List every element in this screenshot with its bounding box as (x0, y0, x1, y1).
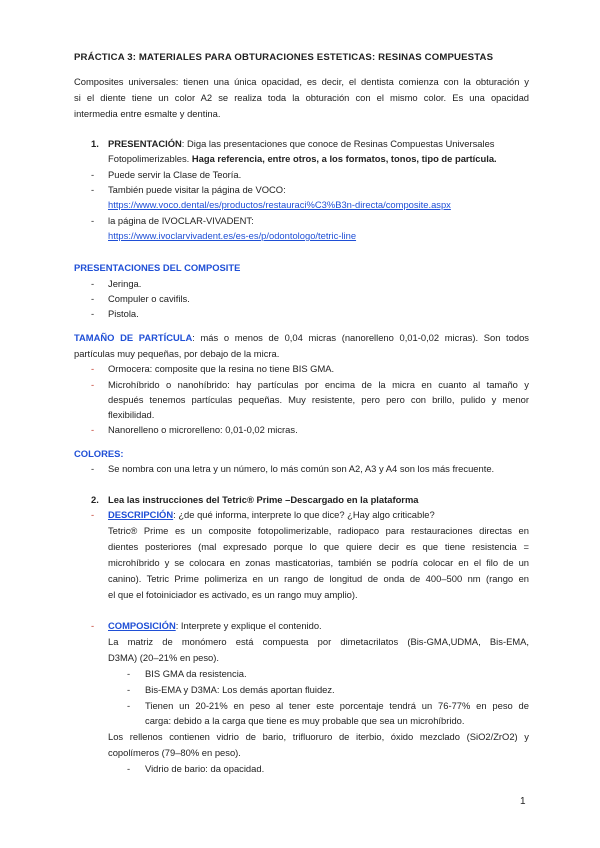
section-1-text: Fotopolimerizables. (108, 153, 192, 164)
descripcion-text-1: Tetric® Prime es un composite fotopolimerizable, radiopaco para restauraciones directas en (108, 525, 529, 536)
tamano-line-2: partículas muy pequeñas, por debajo de la micra. (74, 348, 280, 359)
composicion-text-1: La matriz de monómero está compuesta por dimetacrilatos (Bis-GMA,UDMA, Bis-EMA, (108, 636, 529, 647)
presentacion-item-1: Jeringa. (108, 278, 142, 289)
tamano-item-1: Ormocera: composite que la resina no tiene BIS GMA. (108, 363, 335, 374)
bullet-dash: - (91, 169, 95, 180)
bullet-dash: - (91, 293, 95, 304)
section-1-item-2: También puede visitar la página de VOCO: (108, 184, 286, 195)
colores-heading: COLORES: (74, 448, 124, 459)
section-1-item-3: la página de IVOCLAR-VIVADENT: (108, 215, 254, 226)
bullet-dash: - (91, 184, 95, 195)
section-1-line-2 (108, 153, 497, 165)
presentacion-label: PRESENTACIÓN (108, 138, 182, 149)
tamano-heading: TAMAÑO DE PARTÍCULA (74, 332, 193, 343)
page-number: 1 (520, 796, 526, 807)
section-1-bold-text: Haga referencia, entre otros, a los formatos, tonos, tipo de partícula. (191, 153, 497, 164)
rellenos-text-1: Los rellenos contienen vidrio de bario, trifluoruro de iterbio, óxido mezclado (SiO2/ZrO2) y (108, 731, 529, 742)
composicion-item-1: BIS GMA da resistencia. (145, 668, 247, 679)
descripcion-question: : ¿de qué informa, interprete lo que dice? ¿Hay algo criticable? (173, 509, 435, 520)
colores-item: Se nombra con una letra y un número, lo más común son A2, A3 y A4 son los más frecuente. (108, 463, 495, 474)
descripcion-text-5: el que el fotoiniciador es activado, es un rango muy amplio). (108, 589, 358, 600)
tamano-text-1: : más o menos de 0,04 micras (nanorelleno 0,01-0,02 micras). Son todos (192, 332, 529, 343)
composicion-item-3: Tienen un 20-21% en peso al tener este porcentaje tendrá un 76-77% en peso de (145, 700, 529, 711)
descripcion-text-3: microhíbrido y se colocara en zonas masticatorias, también se podría colocar en el filo de un (108, 557, 529, 568)
bullet-dash: - (127, 684, 131, 695)
bullet-dash: - (91, 620, 95, 631)
composicion-question: : Interprete y explique el contenido. (175, 620, 322, 631)
bullet-dash: - (91, 379, 95, 390)
bullet-dash: - (91, 308, 95, 319)
section-1-item-1: Puede servir la Clase de Teoría. (108, 169, 242, 180)
presentaciones-heading: PRESENTACIONES DEL COMPOSITE (74, 262, 241, 273)
bullet-dash: - (91, 463, 95, 474)
document-title: PRÁCTICA 3: MATERIALES PARA OBTURACIONES ESTETICAS: RESINAS COMPUESTAS (74, 52, 494, 63)
descripcion-text-2: dientes posteriores (mal expresado porque lo que quiere decir es que tiene resistencia = (108, 541, 529, 552)
bullet-dash: - (91, 363, 95, 374)
voco-link[interactable]: https://www.voco.dental/es/productos/restauraci%C3%B3n-directa/composite.aspx (108, 199, 451, 210)
presentacion-item-2: Compuler o cavifils. (108, 293, 190, 304)
bullet-dash: - (127, 668, 131, 679)
rellenos-text-2: copolímeros (79–80% en peso). (108, 747, 241, 758)
intro-line-3: intermedia entre esmalte y dentina. (74, 108, 221, 119)
bullet-dash: - (91, 278, 95, 289)
intro-line-1: Composites universales: tienen una única opacidad, es decir, el dentista comienza con la obturación y (74, 76, 529, 87)
presentacion-item-3: Pistola. (108, 308, 139, 319)
descripcion-line (108, 509, 435, 521)
tamano-line-1 (74, 332, 529, 344)
descripcion-text-4: canino). Tetric Prime polimeriza en un rango de longitud de onda de 400–500 nm (rango en (108, 573, 529, 584)
bullet-dash: - (127, 700, 131, 711)
section-2-heading: Lea las instrucciones del Tetric® Prime –Descargado en la plataforma (108, 494, 419, 505)
bullet-dash: - (91, 509, 95, 520)
section-1-number: 1. (91, 138, 99, 149)
composicion-label: COMPOSICIÓN (108, 620, 176, 631)
tamano-item-2-cont: después tenemos partículas pequeñas. Muy resistente, pero pero con brillo, pulido y menor (108, 394, 529, 405)
ivoclar-link[interactable]: https://www.ivoclarvivadent.es/es-es/p/odontologo/tetric-line (108, 230, 357, 241)
composicion-item-3-cont: carga: debido a la carga que tiene es muy probable que sea un microhíbrido. (145, 715, 465, 726)
bullet-dash: - (127, 763, 131, 774)
bullet-dash: - (91, 424, 95, 435)
section-1-question: : Diga las presentaciones que conoce de Resinas Compuestas Universales (181, 138, 495, 149)
composicion-item-2: Bis-EMA y D3MA: Los demás aportan fluidez. (145, 684, 335, 695)
tamano-item-2-end: flexibilidad. (108, 409, 155, 420)
composicion-text-2: D3MA) (20–21% en peso). (108, 652, 219, 663)
rellenos-item-1: Vidrio de bario: da opacidad. (145, 763, 265, 774)
descripcion-label: DESCRIPCIÓN (108, 509, 174, 520)
composicion-line (108, 620, 322, 632)
bullet-dash: - (91, 215, 95, 226)
section-2-number: 2. (91, 494, 99, 505)
tamano-item-3: Nanorelleno o microrelleno: 0,01-0,02 micras. (108, 424, 298, 435)
tamano-item-2: Microhíbrido o nanohíbrido: hay partículas por encima de la micra en cuanto al tamaño y (108, 379, 529, 390)
intro-line-2: si el diente tiene un color A2 se realiza toda la obturación con el mismo color. Es una opacidad (74, 92, 529, 103)
section-1-line-1 (108, 138, 529, 150)
